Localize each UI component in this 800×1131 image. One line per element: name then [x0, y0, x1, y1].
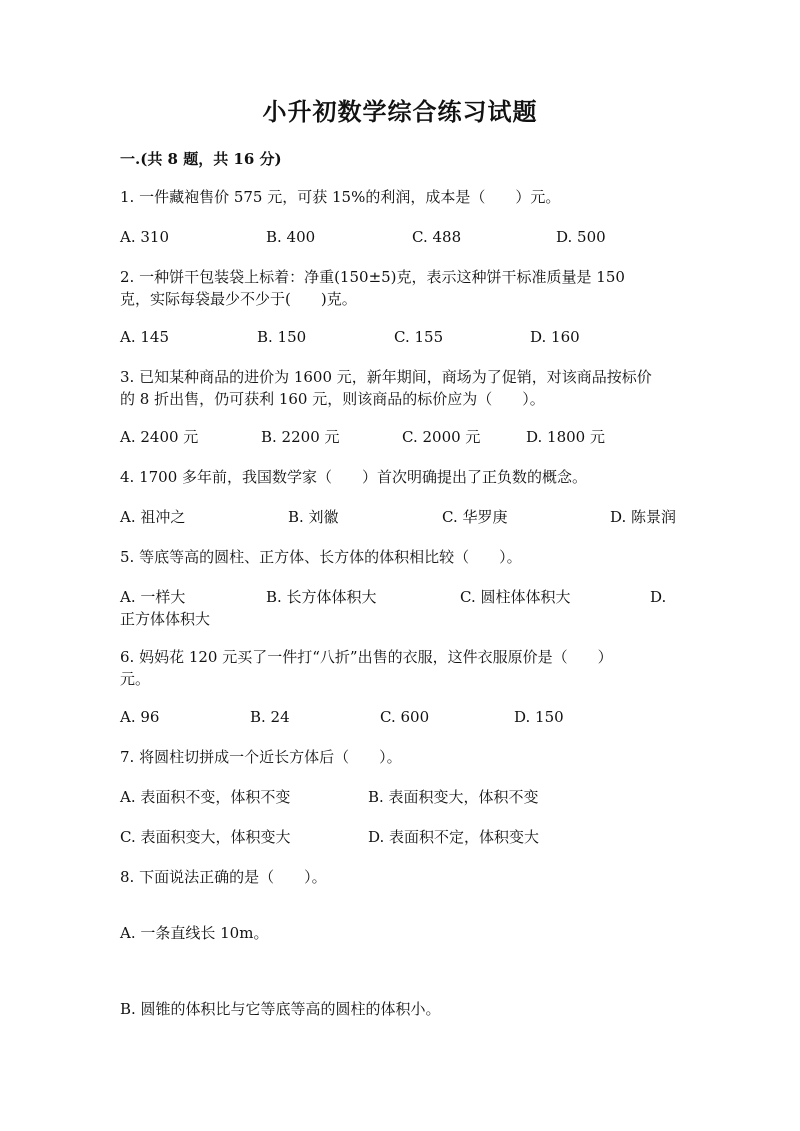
question-8: 8. 下面说法正确的是（ ）。: [120, 868, 327, 886]
option-d[interactable]: D. 表面积不定，体积变大: [368, 828, 540, 846]
option-d[interactable]: D.: [650, 588, 667, 606]
question-2-line-1: 2. 一种饼干包装袋上标着：净重(150±5)克，表示这种饼干标准质量是 150: [120, 268, 625, 286]
question-6-line-2: 元。: [120, 670, 151, 688]
option-c[interactable]: C. 表面积变大，体积变大: [120, 828, 291, 846]
question-6-line-1: 6. 妈妈花 120 元买了一件打“八折”出售的衣服，这件衣服原价是（ ）: [120, 648, 613, 666]
option-d-continued[interactable]: 正方体体积大: [120, 610, 211, 628]
question-1: 1. 一件藏袍售价 575 元，可获 15%的利润，成本是（ ）元。: [120, 188, 561, 206]
option-d[interactable]: D. 150: [514, 708, 564, 726]
question-4-options: [120, 506, 680, 550]
option-a[interactable]: A. 310: [120, 228, 169, 246]
option-d[interactable]: D. 陈景润: [610, 508, 677, 526]
option-b[interactable]: B. 24: [250, 708, 290, 726]
option-a[interactable]: A. 表面积不变，体积不变: [120, 788, 291, 806]
option-c[interactable]: C. 2000 元: [402, 428, 481, 446]
option-d[interactable]: D. 500: [556, 228, 606, 246]
option-b[interactable]: B. 400: [266, 228, 316, 246]
option-b[interactable]: B. 2200 元: [261, 428, 340, 446]
option-d[interactable]: D. 1800 元: [526, 428, 605, 446]
option-c[interactable]: C. 155: [394, 328, 444, 346]
question-3-line-1: 3. 已知某种商品的进价为 1600 元，新年期间，商场为了促销，对该商品按标价: [120, 368, 652, 386]
option-b[interactable]: B. 表面积变大，体积不变: [368, 788, 539, 806]
question-2-line-2: 克，实际每袋最少不少于( )克。: [120, 290, 357, 308]
question-3-options: [120, 426, 680, 470]
option-b[interactable]: B. 刘徽: [288, 508, 339, 526]
question-6-options: [120, 706, 680, 750]
question-7-options-row-1: [120, 786, 680, 830]
option-c[interactable]: C. 圆柱体体积大: [460, 588, 571, 606]
question-5: 5. 等底等高的圆柱、正方体、长方体的体积相比较（ ）。: [120, 548, 522, 566]
option-c[interactable]: C. 488: [412, 228, 462, 246]
question-5-options: [120, 586, 680, 630]
option-b[interactable]: B. 长方体体积大: [266, 588, 377, 606]
option-a[interactable]: A. 一样大: [120, 588, 186, 606]
option-a[interactable]: A. 一条直线长 10m。: [120, 924, 269, 942]
option-a[interactable]: A. 96: [120, 708, 160, 726]
section-heading: 一.(共 8 题，共 16 分): [120, 150, 282, 168]
question-7-options-row-2: [120, 826, 680, 870]
option-a[interactable]: A. 145: [120, 328, 169, 346]
option-b[interactable]: B. 150: [257, 328, 307, 346]
question-7: 7. 将圆柱切拼成一个近长方体后（ ）。: [120, 748, 402, 766]
option-a[interactable]: A. 祖冲之: [120, 508, 186, 526]
option-b[interactable]: B. 圆锥的体积比与它等底等高的圆柱的体积小。: [120, 1000, 441, 1018]
option-a[interactable]: A. 2400 元: [120, 428, 199, 446]
question-3-line-2: 的 8 折出售，仍可获利 160 元，则该商品的标价应为（ ）。: [120, 390, 545, 408]
page-title: 小升初数学综合练习试题: [262, 97, 538, 126]
option-c[interactable]: C. 华罗庚: [442, 508, 508, 526]
option-c[interactable]: C. 600: [380, 708, 430, 726]
option-d[interactable]: D. 160: [530, 328, 580, 346]
question-4: 4. 1700 多年前，我国数学家（ ）首次明确提出了正负数的概念。: [120, 468, 588, 486]
question-2-options: [120, 326, 680, 370]
question-1-options: [120, 226, 680, 270]
